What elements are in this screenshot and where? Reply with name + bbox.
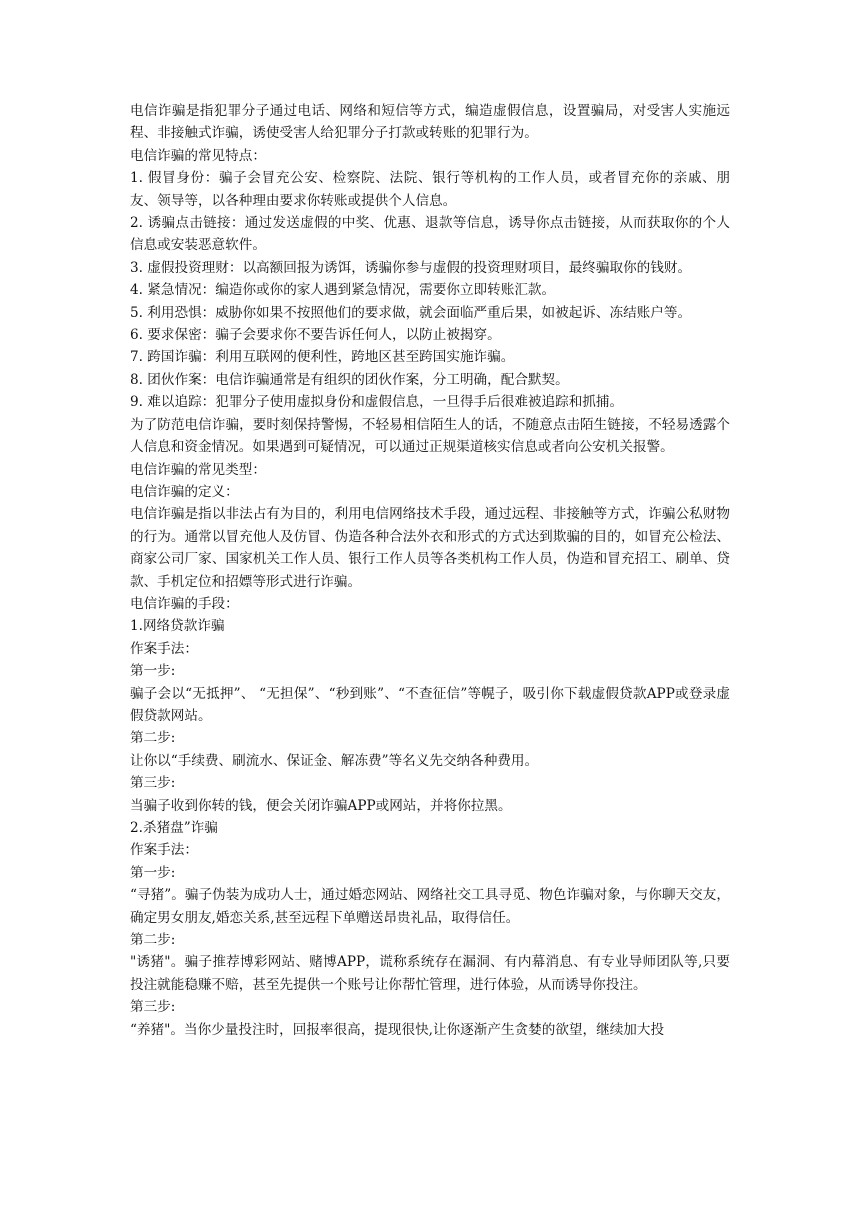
section-heading-features: 电信诈骗的常见特点： (130, 147, 266, 164)
method-1-title: 1.网络贷款诈骗 (130, 618, 225, 635)
method-1-step-3-text: 当骗子收到你转的钱，便会关闭诈骗APP或网站，并将你拉黑。 (130, 797, 512, 814)
method-2-label: 作案手法： (130, 842, 198, 859)
definition-paragraph: 电信诈骗是指以非法占有为目的，利用电信网络技术手段，通过远程、非接触等方式，诈骗公私财物的行为。通常以冒充他人及仿冒、伪造各种合法外衣和形式的方式达到欺骗的目的，如冒充公检法、商家公司厂家、国家机关工作人员、银行工作人员等各类机构工作人员，伪造和冒充招工、刷单、贷款、手机定位和招嫖等形式进行诈骗。 (130, 506, 730, 590)
method-2-step-2-text: "诱猪"。骗子推荐博彩网站、赌博APP，谎称系统存在漏洞、有内幕消息、有专业导师团队等,只要投注就能稳赚不赔，甚至先提供一个账号让你帮忙管理，进行体验，从而诱导你投注。 (130, 954, 730, 993)
method-1-step-2-label: 第二步: (130, 730, 176, 747)
method-2-title: 2.杀猪盘”诈骗 (130, 820, 218, 836)
feature-item-9: 9. 难以追踪：犯罪分子使用虚拟身份和虚假信息，一旦得手后很难被追踪和抓捕。 (130, 394, 624, 411)
method-2-step-2-label: 第二步: (130, 932, 176, 949)
method-1-step-1-label: 第一步: (130, 663, 176, 680)
method-1-step-1-text: 骗子会以“无抵押”、 “无担保”、“秒到账”、“不查征信”等幌子，吸引你下载虚假贷款APP或登录虚假贷款网站。 (130, 685, 730, 724)
feature-item-3: 3. 虚假投资理财：以高额回报为诱饵，诱骗你参与虚假的投资理财项目，最终骗取你的钱财。 (130, 259, 692, 276)
method-2-step-1-label: 第一步: (130, 864, 176, 881)
feature-item-2: 2. 诱骗点击链接：通过发送虚假的中奖、优惠、退款等信息，诱导你点击链接，从而获取你的个人信息或安装恶意软件。 (130, 215, 730, 254)
section-heading-definition: 电信诈骗的定义： (130, 483, 239, 500)
prevention-paragraph: 为了防范电信诈骗，要时刻保持警惕，不轻易相信陌生人的话，不随意点击陌生链接，不轻易透露个人信息和资金情况。如果遇到可疑情况，可以通过正规渠道核实信息或者向公安机关报警。 (130, 416, 730, 456)
section-heading-methods: 电信诈骗的手段： (130, 595, 239, 612)
feature-item-7: 7. 跨国诈骗：利用互联网的便利性，跨地区甚至跨国实施诈骗。 (130, 349, 515, 366)
method-1-step-2-text: 让你以“手续费、刷流水、保证金、解冻费”等名义先交纳各种费用。 (130, 752, 539, 769)
feature-item-6: 6. 要求保密：骗子会要求你不要告诉任何人，以防止被揭穿。 (130, 327, 501, 344)
method-2-step-3-text: “养猪"。当你少量投注时，回报率很高，提现很快,让你逐渐产生贪婪的欲望，继续加大投 (130, 1021, 665, 1038)
feature-item-5: 5. 利用恐惧：威胁你如果不按照他们的要求做，就会面临严重后果，如被起诉、冻结账户等。 (130, 304, 692, 321)
document-body (130, 100, 730, 1041)
method-1-label: 作案手法： (130, 640, 198, 657)
method-2-step-3-label: 第三步: (130, 999, 176, 1016)
feature-item-1: 1. 假冒身份：骗子会冒充公安、检察院、法院、银行等机构的工作人员，或者冒充你的亲戚、朋友、领导等，以各种理由要求你转账或提供个人信息。 (130, 170, 730, 209)
method-2-step-1-text: “寻猪”。骗子伪装为成功人士，通过婚恋网站、网络社交工具寻觅、物色诈骗对象，与你聊天交友，确定男女朋友,婚恋关系,甚至远程下单赠送昂贵礼品，取得信任。 (130, 887, 730, 926)
feature-item-4: 4. 紧急情况：编造你或你的家人遇到紧急情况，需要你立即转账汇款。 (130, 282, 556, 299)
intro-paragraph: 电信诈骗是指犯罪分子通过电话、网络和短信等方式，编造虚假信息，设置骗局，对受害人实施远程、非接触式诈骗，诱使受害人给犯罪分子打款或转账的犯罪行为。 (130, 103, 730, 142)
feature-item-8: 8. 团伙作案：电信诈骗通常是有组织的团伙作案，分工明确，配合默契。 (130, 371, 569, 388)
method-1-step-3-label: 第三步: (130, 775, 176, 792)
section-heading-types: 电信诈骗的常见类型： (130, 461, 266, 478)
